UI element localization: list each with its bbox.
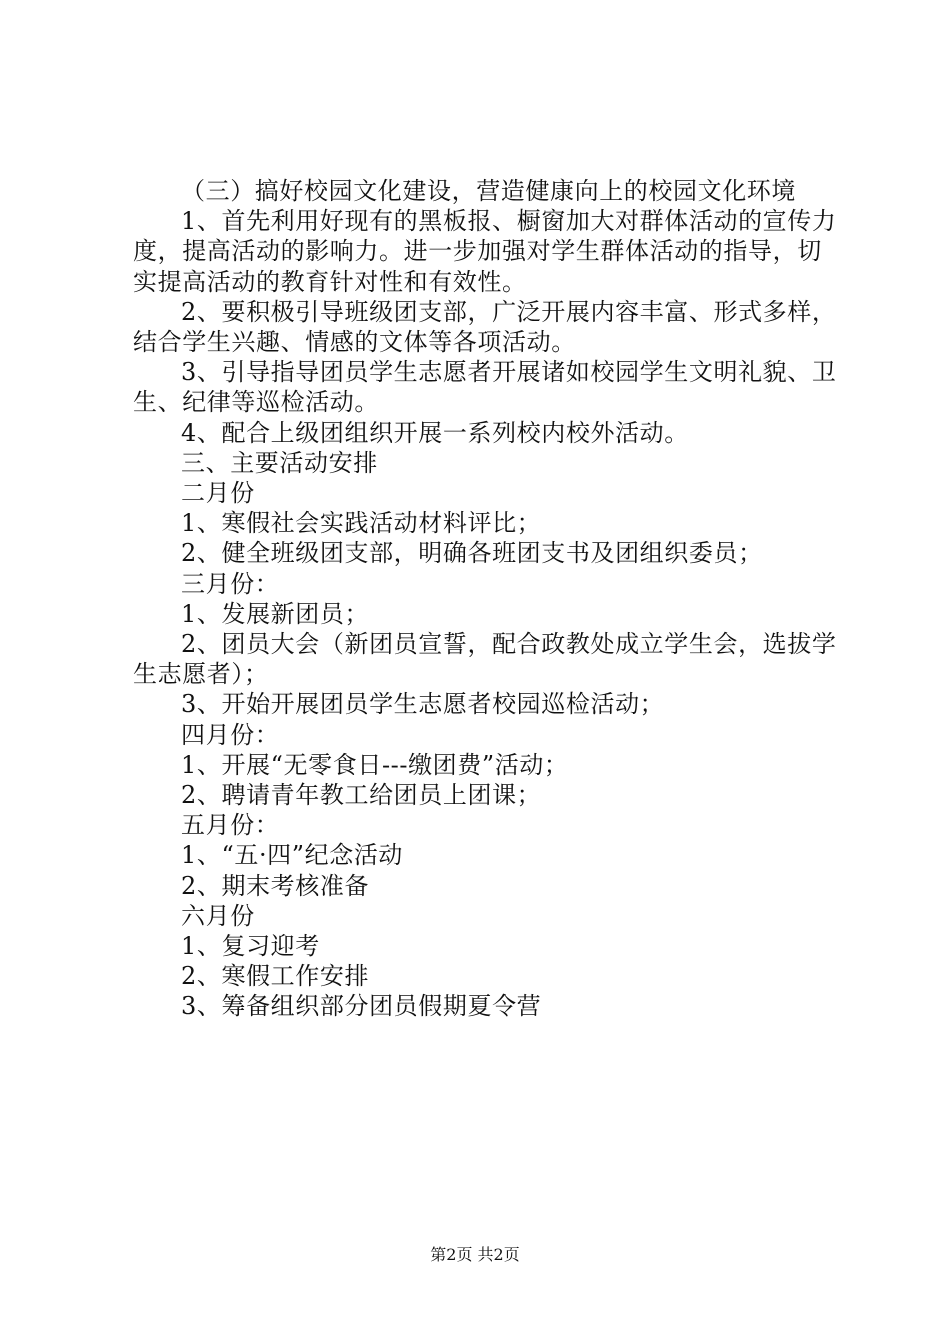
page-footer: 第2页 共2页 [430,1245,520,1264]
paragraph-february-item-1: 1、寒假社会实践活动材料评比； [181,509,542,538]
paragraph-month-march: 三月份： [181,569,280,598]
paragraph-month-february: 二月份 [181,479,255,508]
paragraph-item-4: 4、配合上级团组织开展一系列校内校外活动。 [181,418,689,447]
paragraph-month-june: 六月份 [181,901,255,930]
paragraph-item-1: 1、首先利用好现有的黑板报、橱窗加大对群体活动的宣传力度，提高活动的影响力。进一步加强对学生群体活动的指导，切实提高活动的教育针对性和有效性。 [133,207,837,296]
paragraph-march-item-2: 2、团员大会（新团员宣誓，配合政教处成立学生会，选拔学生志愿者）； [133,630,837,689]
paragraph-may-item-2: 2、期末考核准备 [181,871,370,900]
paragraph-april-item-1: 1、开展“无零食日---缴团费”活动； [181,750,569,779]
paragraph-june-item-1: 1、复习迎考 [181,932,320,961]
paragraph-february-item-2: 2、健全班级团支部，明确各班团支书及团组织委员； [181,539,763,568]
paragraph-march-item-1: 1、发展新团员； [181,599,370,628]
paragraph-section-heading: （三）搞好校园文化建设，营造健康向上的校园文化环境 [181,177,796,205]
paragraph-march-item-3: 3、开始开展团员学生志愿者校园巡检活动； [181,690,665,719]
paragraph-may-item-1: 1、“五·四”纪念活动 [181,841,404,870]
paragraph-month-may: 五月份： [181,811,280,840]
paragraph-june-item-3: 3、筹备组织部分团员假期夏令营 [181,992,542,1021]
paragraph-april-item-2: 2、聘请青年教工给团员上团课； [181,781,542,810]
paragraph-item-3: 3、引导指导团员学生志愿者开展诸如校园学生文明礼貌、卫生、纪律等巡检活动。 [133,358,837,417]
document-body [133,176,838,1022]
paragraph-month-april: 四月份： [181,720,280,749]
paragraph-item-2: 2、要积极引导班级团支部，广泛开展内容丰富、形式多样，结合学生兴趣、情感的文体等各项活动。 [133,297,837,357]
paragraph-june-item-2: 2、寒假工作安排 [181,962,370,991]
paragraph-schedule-heading: 三、主要活动安排 [181,448,378,477]
